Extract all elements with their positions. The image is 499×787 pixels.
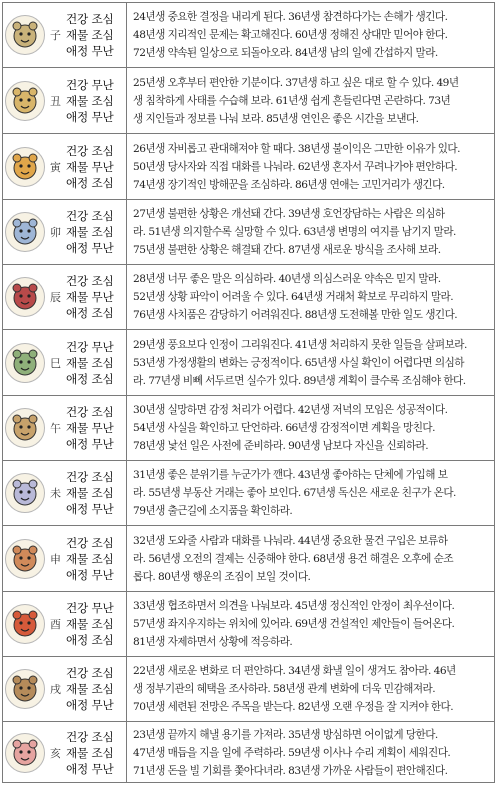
fortune-stat: 건강 무난 <box>66 601 114 615</box>
fortune-stat: 애정 무난 <box>66 698 114 712</box>
fortune-line: 롭다. 80년생 행운의 조짐이 보일 것이다. <box>133 570 311 583</box>
fortune-line: 27년생 불편한 상황은 개선돼 간다. 39년생 호언장담하는 사람은 의심하 <box>133 208 445 220</box>
fortune-line: 32년생 도와줄 사람과 대화를 나눠라. 44년생 중요한 물건 구입은 보류하 <box>133 534 448 547</box>
fortune-line: 78년생 낯선 일은 사전에 준비하라. 90년생 남보다 자신을 신뢰하라. <box>133 440 429 452</box>
fortune-row <box>2 525 495 591</box>
zodiac-cell <box>2 592 127 656</box>
fortune-stats <box>66 535 124 583</box>
zodiac-hanja: 未 <box>50 487 61 500</box>
zodiac-hanja: 卯 <box>50 226 61 239</box>
fortune-stat: 건강 조심 <box>66 729 114 744</box>
fortune-line: 30년생 실망하면 감정 처리가 어렵다. 42년생 저녁의 모임은 성공적이다. <box>133 404 448 416</box>
fortune-stat: 재물 조심 <box>66 27 114 42</box>
fortune-line: 26년생 자비롭고 관대해져야 할 때다. 38년생 불이익은 그만한 이유가 있다. <box>133 142 460 155</box>
fortune-line: 31년생 좋은 분위기를 누군가가 깬다. 43년생 좋아하는 단체에 가입해 보 <box>133 469 448 481</box>
fortune-line: 라. 55년생 부동산 거래는 좋아 보인다. 67년생 독신은 새로운 친구가 온다. <box>133 487 456 499</box>
fortune-stats <box>66 600 124 648</box>
zodiac-cell <box>2 330 127 395</box>
fortune-stat: 건강 조심 <box>66 209 114 223</box>
fortune-stat: 재물 조심 <box>66 551 114 566</box>
fortune-stat: 건강 조심 <box>66 535 114 550</box>
fortune-text <box>133 336 491 390</box>
fortune-line: 72년생 약속된 일상으로 되돌아오라. 84년생 남의 일에 간섭하지 말라. <box>133 46 438 59</box>
fortune-row <box>2 264 495 329</box>
fortune-stats <box>66 404 124 452</box>
zodiac-cell <box>2 200 127 264</box>
fortune-stats <box>66 469 124 517</box>
fortune-stat: 애정 조심 <box>66 371 114 386</box>
fortune-row <box>2 656 495 721</box>
fortune-line: 47년생 매듭을 지을 일에 주력하라. 59년생 이사나 수리 계획이 세워진다. <box>133 746 451 759</box>
dog-icon <box>5 669 45 709</box>
fortune-stat: 재물 조심 <box>66 682 114 696</box>
fortune-stat: 재물 무난 <box>66 290 114 304</box>
fortune-row <box>2 2 495 67</box>
fortune-stat: 재물 조심 <box>66 486 114 500</box>
fortune-line: 28년생 너무 좋은 말은 의심하라. 40년생 의심스러운 약속은 믿지 말라. <box>133 273 441 285</box>
fortune-line: 52년생 상황 파악이 어려울 수 있다. 64년생 거래처 확보로 무리하지 말라. <box>133 291 454 303</box>
snake-icon <box>5 343 45 383</box>
zodiac-hanja: 戌 <box>50 683 61 696</box>
zodiac-hanja: 亥 <box>50 746 61 760</box>
fortune-row <box>2 460 495 525</box>
fortune-line: 29년생 풍요보다 인정이 그리워진다. 41년생 처리하지 못한 일들을 살펴보라. <box>133 338 467 351</box>
fortune-row <box>2 395 495 460</box>
fortune-text <box>133 532 491 586</box>
fortune-stats <box>66 11 124 59</box>
zodiac-hanja: 申 <box>50 552 61 566</box>
fortune-stat: 건강 조심 <box>66 274 114 288</box>
fortune-stat: 재물 조심 <box>66 355 114 370</box>
sheep-icon <box>5 473 45 513</box>
fortune-stats <box>66 665 124 713</box>
fortune-stats <box>66 729 124 777</box>
fortune-stat: 재물 조심 <box>66 745 114 760</box>
fortune-stat: 애정 조심 <box>66 306 114 320</box>
zodiac-hanja: 丑 <box>50 94 61 108</box>
zodiac-hanja: 午 <box>50 422 61 435</box>
fortune-line: 23년생 끝까지 해낼 용기를 가져라. 35년생 방심하면 어이없게 당한다. <box>133 728 438 741</box>
fortune-text <box>133 401 491 455</box>
fortune-line: 48년생 지리적인 문제는 확고해진다. 60년생 정해진 상대만 믿어야 한다. <box>133 28 448 41</box>
fortune-stat: 재물 조심 <box>66 225 114 239</box>
fortune-stat: 애정 무난 <box>66 437 114 451</box>
fortune-stat: 애정 무난 <box>66 241 114 255</box>
zodiac-cell <box>2 396 127 460</box>
dragon-icon <box>5 277 45 317</box>
zodiac-cell <box>2 134 127 199</box>
fortune-line: 74년생 장기적인 방해꾼을 조심하라. 86년생 연애는 고민거리가 생긴다. <box>133 178 445 191</box>
fortune-stat: 건강 무난 <box>66 77 114 92</box>
fortune-stats <box>66 273 124 321</box>
fortune-stat: 애정 무난 <box>66 502 114 516</box>
fortune-line: 79년생 출근길에 소지품을 확인하라. <box>133 505 293 517</box>
fortune-stat: 재물 무난 <box>66 159 114 174</box>
fortune-text <box>133 597 491 651</box>
fortune-stat: 애정 무난 <box>66 43 114 58</box>
zodiac-cell <box>2 657 127 721</box>
fortune-row <box>2 591 495 656</box>
fortune-line: 25년생 오후부터 편안한 기분이다. 37년생 하고 싶은 대로 할 수 있다. 49년 <box>133 76 459 89</box>
fortune-row <box>2 721 495 783</box>
fortune-stats <box>66 143 124 191</box>
fortune-stat: 재물 무난 <box>66 421 114 435</box>
fortune-line: 라. 56년생 오전의 결제는 신중해야 한다. 68년생 용건 해결은 오후에 순조 <box>133 552 454 565</box>
fortune-stats <box>66 77 124 125</box>
ox-icon <box>5 81 45 121</box>
fortune-row <box>2 199 495 264</box>
fortune-stat: 애정 조심 <box>66 175 114 190</box>
fortune-stat: 애정 무난 <box>66 567 114 582</box>
fortune-stats <box>66 208 124 256</box>
fortune-line: 75년생 불편한 상황은 해결돼 간다. 87년생 새로운 방식을 조사해 보라. <box>133 244 441 256</box>
fortune-stat: 애정 무난 <box>66 761 114 776</box>
rooster-icon <box>5 604 45 644</box>
fortune-stat: 건강 조심 <box>66 470 114 484</box>
fortune-line: 54년생 사실을 확인하고 단언하라. 66년생 감정적이면 계획을 망친다. <box>133 422 435 434</box>
fortune-line: 생 침착하게 사태를 수습해 보라. 61년생 쉽게 흔들린다면 곤란하다. 73년 <box>133 94 451 107</box>
zodiac-cell <box>2 526 127 591</box>
zodiac-cell <box>2 68 127 133</box>
rat-icon <box>5 15 45 55</box>
horse-icon <box>5 408 45 448</box>
pig-icon <box>5 733 45 773</box>
fortune-line: 71년생 돈을 빌 기회를 쫓아다녀라. 83년생 가까운 사람들이 편안해진다. <box>133 764 448 777</box>
rabbit-icon <box>5 212 45 252</box>
fortune-line: 22년생 새로운 변화로 더 편안하다. 34년생 화낼 일이 생겨도 참아라. 46년 <box>133 665 456 677</box>
fortune-text <box>133 726 491 780</box>
fortune-line: 생 지인들과 정보를 나눠 보라. 85년생 연인은 좋은 시간을 보낸다. <box>133 112 419 125</box>
fortune-text <box>133 140 491 194</box>
fortune-stats <box>66 339 124 387</box>
zodiac-cell <box>2 722 127 783</box>
fortune-stat: 애정 조심 <box>66 633 114 647</box>
fortune-line: 57년생 좌지우지하는 위치에 있어라. 69년생 건설적인 제안들이 들어온다. <box>133 618 455 630</box>
fortune-row <box>2 133 495 199</box>
fortune-line: 생 정부기관의 혜택을 조사하라. 58년생 관계 변화에 더욱 민감해져라. <box>133 683 436 695</box>
zodiac-hanja: 子 <box>50 28 61 42</box>
fortune-line: 라. 77년생 비뻬 서두르면 실수가 있다. 89년생 계획이 클수록 조심해야 한다. <box>133 374 466 387</box>
fortune-line: 81년생 자제하면서 상황에 적응하라. <box>133 636 293 648</box>
zodiac-hanja: 辰 <box>50 291 61 304</box>
fortune-row <box>2 67 495 133</box>
fortune-stat: 재물 조심 <box>66 93 114 108</box>
fortune-line: 70년생 세련된 전망은 주목을 받는다. 82년생 오랜 우정을 잘 지켜야 한다. <box>133 701 454 713</box>
fortune-line: 24년생 중요한 결정을 내리게 된다. 36년생 참견하다가는 손해가 생긴다. <box>133 10 448 23</box>
zodiac-hanja: 寅 <box>50 160 61 174</box>
fortune-line: 50년생 당사자와 직접 대화를 나눠라. 62년생 혼자서 꾸려나가야 편안하다. <box>133 160 458 173</box>
fortune-text <box>133 466 491 520</box>
fortune-stat: 건강 조심 <box>66 143 114 158</box>
fortune-stat: 건강 조심 <box>66 11 114 26</box>
fortune-stat: 애정 무난 <box>66 109 114 124</box>
zodiac-cell <box>2 461 127 525</box>
monkey-icon <box>5 539 45 579</box>
fortune-text <box>133 270 491 324</box>
fortune-text <box>133 74 491 128</box>
zodiac-cell <box>2 2 127 67</box>
tiger-icon <box>5 147 45 187</box>
zodiac-hanja: 酉 <box>50 618 61 631</box>
zodiac-hanja: 巳 <box>50 356 61 370</box>
fortune-stat: 건강 조심 <box>66 405 114 419</box>
fortune-line: 33년생 협조하면서 의견을 나눠보라. 45년생 정신적인 안정이 최우선이다. <box>133 600 455 612</box>
fortune-text <box>133 8 491 62</box>
fortune-text <box>133 662 491 716</box>
fortune-text <box>133 205 491 259</box>
fortune-line: 53년생 가정생활의 변화는 긍정적이다. 65년생 사실 확인이 어렵다면 의심하 <box>133 356 464 369</box>
zodiac-cell <box>2 265 127 329</box>
fortune-line: 라. 51년생 의지할수록 실망할 수 있다. 63년생 변명의 여지를 남기지 말라. <box>133 226 456 238</box>
fortune-stat: 건강 무난 <box>66 339 114 354</box>
fortune-line: 76년생 사치품은 감당하기 어려워진다. 88년생 도전해볼 만한 일도 생긴다. <box>133 309 458 321</box>
fortune-stat: 재물 조심 <box>66 617 114 631</box>
fortune-stat: 건강 조심 <box>66 666 114 680</box>
fortune-row <box>2 329 495 395</box>
